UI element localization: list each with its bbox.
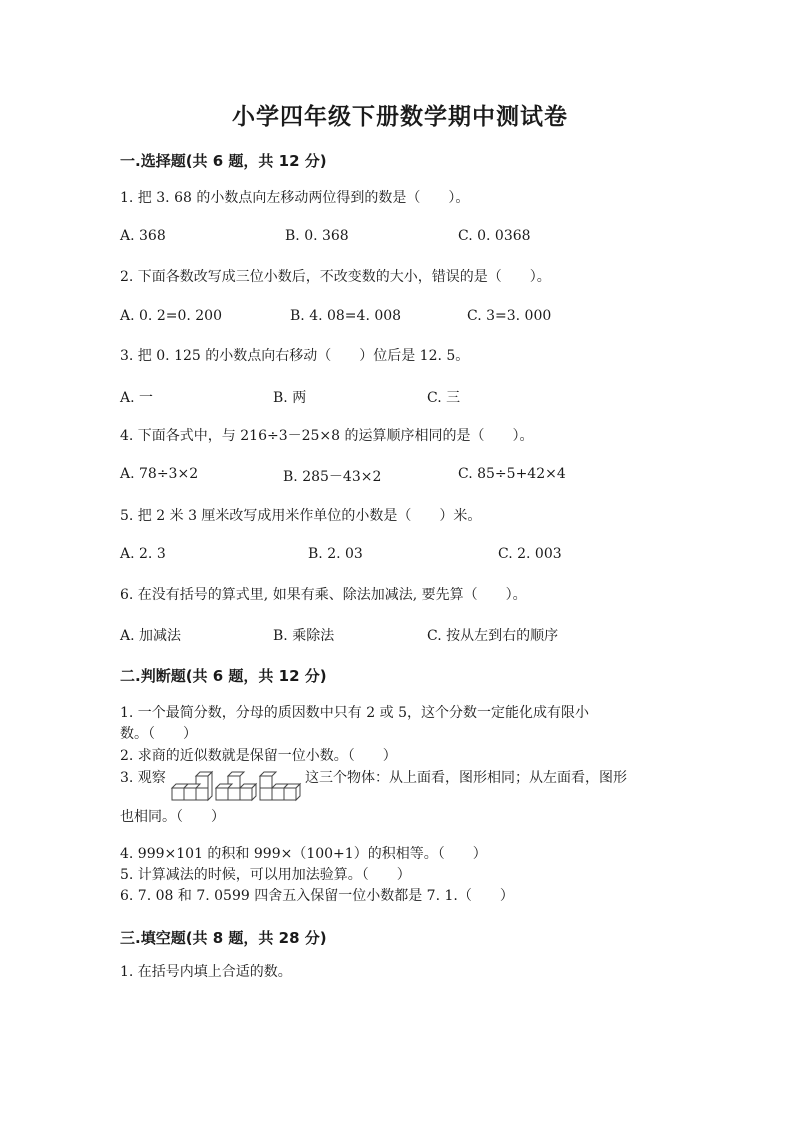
cube-figures-illustration — [170, 770, 304, 806]
choice-5-option-c: C. 2. 003 — [498, 546, 562, 562]
judge-question-2: 2. 求商的近似数就是保留一位小数。（ ） — [120, 748, 397, 764]
choice-6-option-a: A. 加减法 — [120, 628, 182, 644]
section-fill-heading: 三.填空题(共 8 题，共 28 分) — [120, 929, 327, 947]
judge-question-3-prefix: 3. 观察 — [120, 770, 166, 786]
judge-question-1-line-2: 数。（ ） — [120, 726, 197, 742]
choice-question-2: 2. 下面各数改写成三位小数后，不改变数的大小，错误的是（ ）。 — [120, 269, 551, 285]
choice-2-option-a: A. 0. 2=0. 200 — [120, 308, 222, 324]
choice-1-option-c: C. 0. 0368 — [458, 228, 531, 244]
cube-figure-2 — [216, 772, 256, 800]
fill-question-1: 1. 在括号内填上合适的数。 — [120, 964, 292, 980]
judge-question-1-line-1: 1. 一个最简分数，分母的质因数中只有 2 或 5，这个分数一定能化成有限小 — [120, 705, 589, 721]
choice-4-option-c: C. 85÷5+42×4 — [458, 466, 566, 482]
choice-4-option-a: A. 78÷3×2 — [120, 466, 199, 482]
choice-1-option-a: A. 368 — [120, 228, 166, 244]
judge-question-4: 4. 999×101 的积和 999×（100+1）的积相等。（ ） — [120, 846, 487, 862]
choice-1-option-b: B. 0. 368 — [285, 228, 349, 244]
choice-5-option-b: B. 2. 03 — [308, 546, 363, 562]
choice-6-option-b: B. 乘除法 — [273, 628, 335, 644]
choice-question-3: 3. 把 0. 125 的小数点向右移动（ ）位后是 12. 5。 — [120, 348, 470, 364]
cube-figure-3 — [260, 772, 300, 800]
choice-2-option-b: B. 4. 08=4. 008 — [290, 308, 402, 324]
choice-5-option-a: A. 2. 3 — [120, 546, 166, 562]
judge-question-5: 5. 计算减法的时候，可以用加法验算。（ ） — [120, 867, 411, 883]
judge-question-6: 6. 7. 08 和 7. 0599 四舍五入保留一位小数都是 7. 1.（ ） — [120, 888, 514, 904]
choice-question-5: 5. 把 2 米 3 厘米改写成用米作单位的小数是（ ）米。 — [120, 508, 482, 524]
choice-question-1: 1. 把 3. 68 的小数点向左移动两位得到的数是（ ）。 — [120, 190, 470, 206]
section-choice-heading: 一.选择题(共 6 题，共 12 分) — [120, 152, 327, 170]
page-title: 小学四年级下册数学期中测试卷 — [232, 103, 568, 130]
choice-6-option-c: C. 按从左到右的顺序 — [427, 628, 559, 644]
choice-3-option-c: C. 三 — [427, 390, 461, 406]
choice-4-option-b: B. 285－43×2 — [283, 469, 382, 485]
choice-question-4: 4. 下面各式中，与 216÷3－25×8 的运算顺序相同的是（ ）。 — [120, 428, 534, 444]
choice-question-6: 6. 在没有括号的算式里, 如果有乘、除法加减法, 要先算（ ）。 — [120, 587, 527, 603]
judge-question-3-suffix: 这三个物体：从上面看，图形相同；从左面看，图形 — [305, 770, 627, 786]
choice-3-option-a: A. 一 — [120, 390, 154, 406]
choice-3-option-b: B. 两 — [273, 390, 307, 406]
cube-figure-1 — [172, 772, 212, 800]
section-judge-heading: 二.判断题(共 6 题，共 12 分) — [120, 667, 327, 685]
judge-question-3-line-2: 也相同。（ ） — [120, 809, 225, 825]
choice-2-option-c: C. 3=3. 000 — [467, 308, 552, 324]
